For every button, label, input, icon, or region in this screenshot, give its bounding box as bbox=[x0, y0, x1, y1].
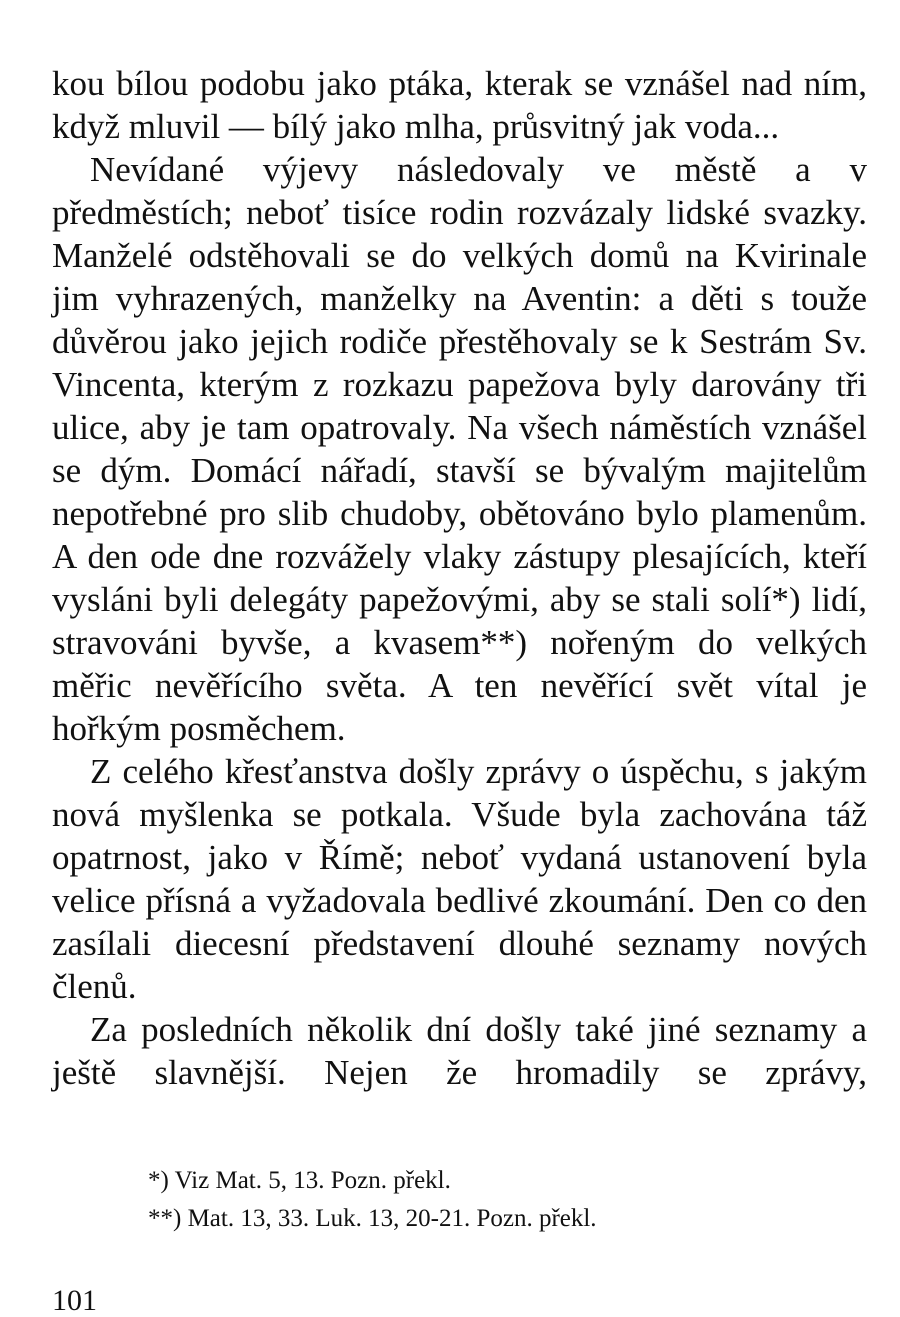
paragraph-exodus: Nevídané výjevy následovaly ve městě a v předměstích; neboť tisíce rodin rozvázaly lidské svazky. Manželé odstěhovali se do velkých domů na Kvirinale jim vyhrazených, manželky na Aventin: a děti s touže důvěrou jako jejich rodiče přestěhovaly se k Sestrám Sv. Vincenta, kterým z rozkazu papežova byly darovány tři ulice, aby je tam opatrovaly. Na všech náměstích vznášel se dým. Domácí nářadí, stavší se bývalým majitelům nepotřebné pro slib chudoby, obětováno bylo plamenům. A den ode dne rozvážely vlaky zástupy plesajících, kteří vysláni byli delegáty papežovými, aby se stali solí*) lidí, stravováni byvše, a kvasem**) nořeným do velkých měřic nevěřícího světa. A ten nevěřící svět vítal je hořkým posměchem. bbox=[52, 150, 867, 748]
paragraph-lists: Za posledních několik dní došly také jiné seznamy a ještě slavnější. Nejen že hromadily se zprávy, bbox=[52, 1010, 867, 1092]
paragraph-christendom-news: Z celého křesťanstva došly zprávy o úspěchu, s jakým nová myšlenka se potkala. Všude byla zachována táž opatrnost, jako v Římě; neboť vydaná ustanovení byla velice přísná a vyžadovala bedlivé zkoumání. Den co den zasílali diecesní představení dlouhé seznamy nových členů. bbox=[52, 752, 867, 1006]
footnotes bbox=[148, 1162, 848, 1238]
footnote-salt: *) Viz Mat. 5, 13. Pozn. překl. bbox=[148, 1167, 451, 1194]
paragraph-continuation: kou bílou podobu jako ptáka, kterak se vznášel nad ním, když mluvil — bílý jako mlha, průsvitný jak voda... bbox=[52, 64, 867, 146]
footnote-leaven: **) Mat. 13, 33. Luk. 13, 20-21. Pozn. překl. bbox=[148, 1205, 597, 1232]
page-number: 101 bbox=[52, 1284, 97, 1317]
page-body bbox=[52, 62, 867, 1094]
